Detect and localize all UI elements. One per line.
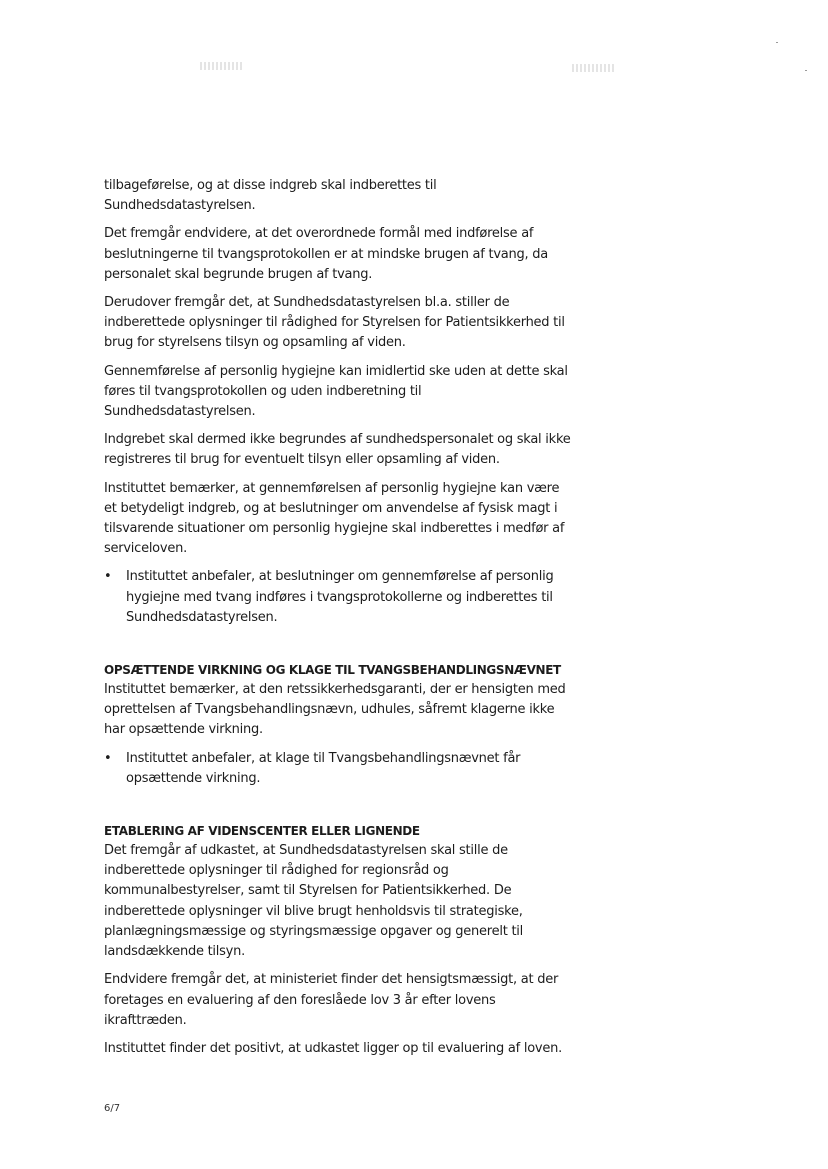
scan-artifact	[200, 62, 244, 70]
document-body	[104, 176, 574, 1067]
paragraph: Endvidere fremgår det, at ministeriet finder det hensigtsmæssigt, at der foretages en evaluering af den foreslåede lov 3 år efter lovens ikrafttræden.	[104, 972, 559, 1028]
scan-artifact	[572, 64, 616, 72]
bullet-text: Instituttet anbefaler, at beslutninger om gennemførelse af personlig hygiejne med tvang indføres i tvangsprotokollerne og indberettes til Sundhedsdatastyrelsen.	[126, 569, 554, 625]
paragraph: Det fremgår endvidere, at det overordnede formål med indførelse af beslutningerne til tvangsprotokollen er at mindske brugen af tvang, da personalet skal begrunde brugen af tvang.	[104, 226, 548, 282]
paragraph: Indgrebet skal dermed ikke begrundes af sundhedspersonalet og skal ikke registreres til brug for eventuelt tilsyn eller opsamling af viden.	[104, 432, 571, 468]
section-heading: OPSÆTTENDE VIRKNING OG KLAGE TIL TVANGSBEHANDLINGSNÆVNET	[104, 663, 561, 678]
section-heading: ETABLERING AF VIDENSCENTER ELLER LIGNENDE	[104, 824, 420, 839]
paragraph: tilbageførelse, og at disse indgreb skal indberettes til Sundhedsdatastyrelsen.	[104, 178, 437, 214]
paragraph: Instituttet bemærker, at den retssikkerhedsgaranti, der er hensigten med oprettelsen af Tvangsbehandlingsnævn, udhules, såfremt klagerne ikke har opsættende virkning.	[104, 682, 566, 738]
paragraph: Gennemførelse af personlig hygiejne kan imidlertid ske uden at dette skal føres til tvangsprotokollen og uden indberetning til Sundhedsdatastyrelsen.	[104, 363, 568, 420]
recommendation-bullet	[104, 749, 574, 789]
scan-speck	[805, 70, 807, 71]
recommendation-bullet	[104, 567, 574, 628]
bullet-icon: •	[104, 750, 112, 766]
paragraph: Instituttet bemærker, at gennemførelsen af personlig hygiejne kan være et betydeligt indgreb, og at beslutninger om anvendelse af fysisk magt i tilsvarende situationer om personlig hygiejne skal indberettes i medfør af serviceloven.	[104, 480, 565, 557]
bullet-text: Instituttet anbefaler, at klage til Tvangsbehandlingsnævnet får opsættende virkning.	[126, 750, 521, 786]
scan-speck	[776, 42, 778, 43]
bullet-icon: •	[104, 569, 112, 585]
paragraph: Instituttet finder det positivt, at udkastet ligger op til evaluering af loven.	[104, 1040, 562, 1056]
page-number: 6/7	[104, 1103, 121, 1114]
paragraph: Derudover fremgår det, at Sundhedsdatastyrelsen bl.a. stiller de indberettede oplysninger til rådighed for Styrelsen for Patientsikkerhed til brug for styrelsens tilsyn og opsamling af viden.	[104, 295, 565, 351]
paragraph: Det fremgår af udkastet, at Sundhedsdatastyrelsen skal stille de indberettede oplysninger til rådighed for regionsråd og kommunalbestyrelser, samt til Styrelsen for Patientsikkerhed. De indberettede oplysninger vil blive brugt henholdsvis til strategiske, planlægningsmæssige og styringsmæssige opgaver og generelt til landsdækkende tilsyn.	[104, 843, 524, 960]
